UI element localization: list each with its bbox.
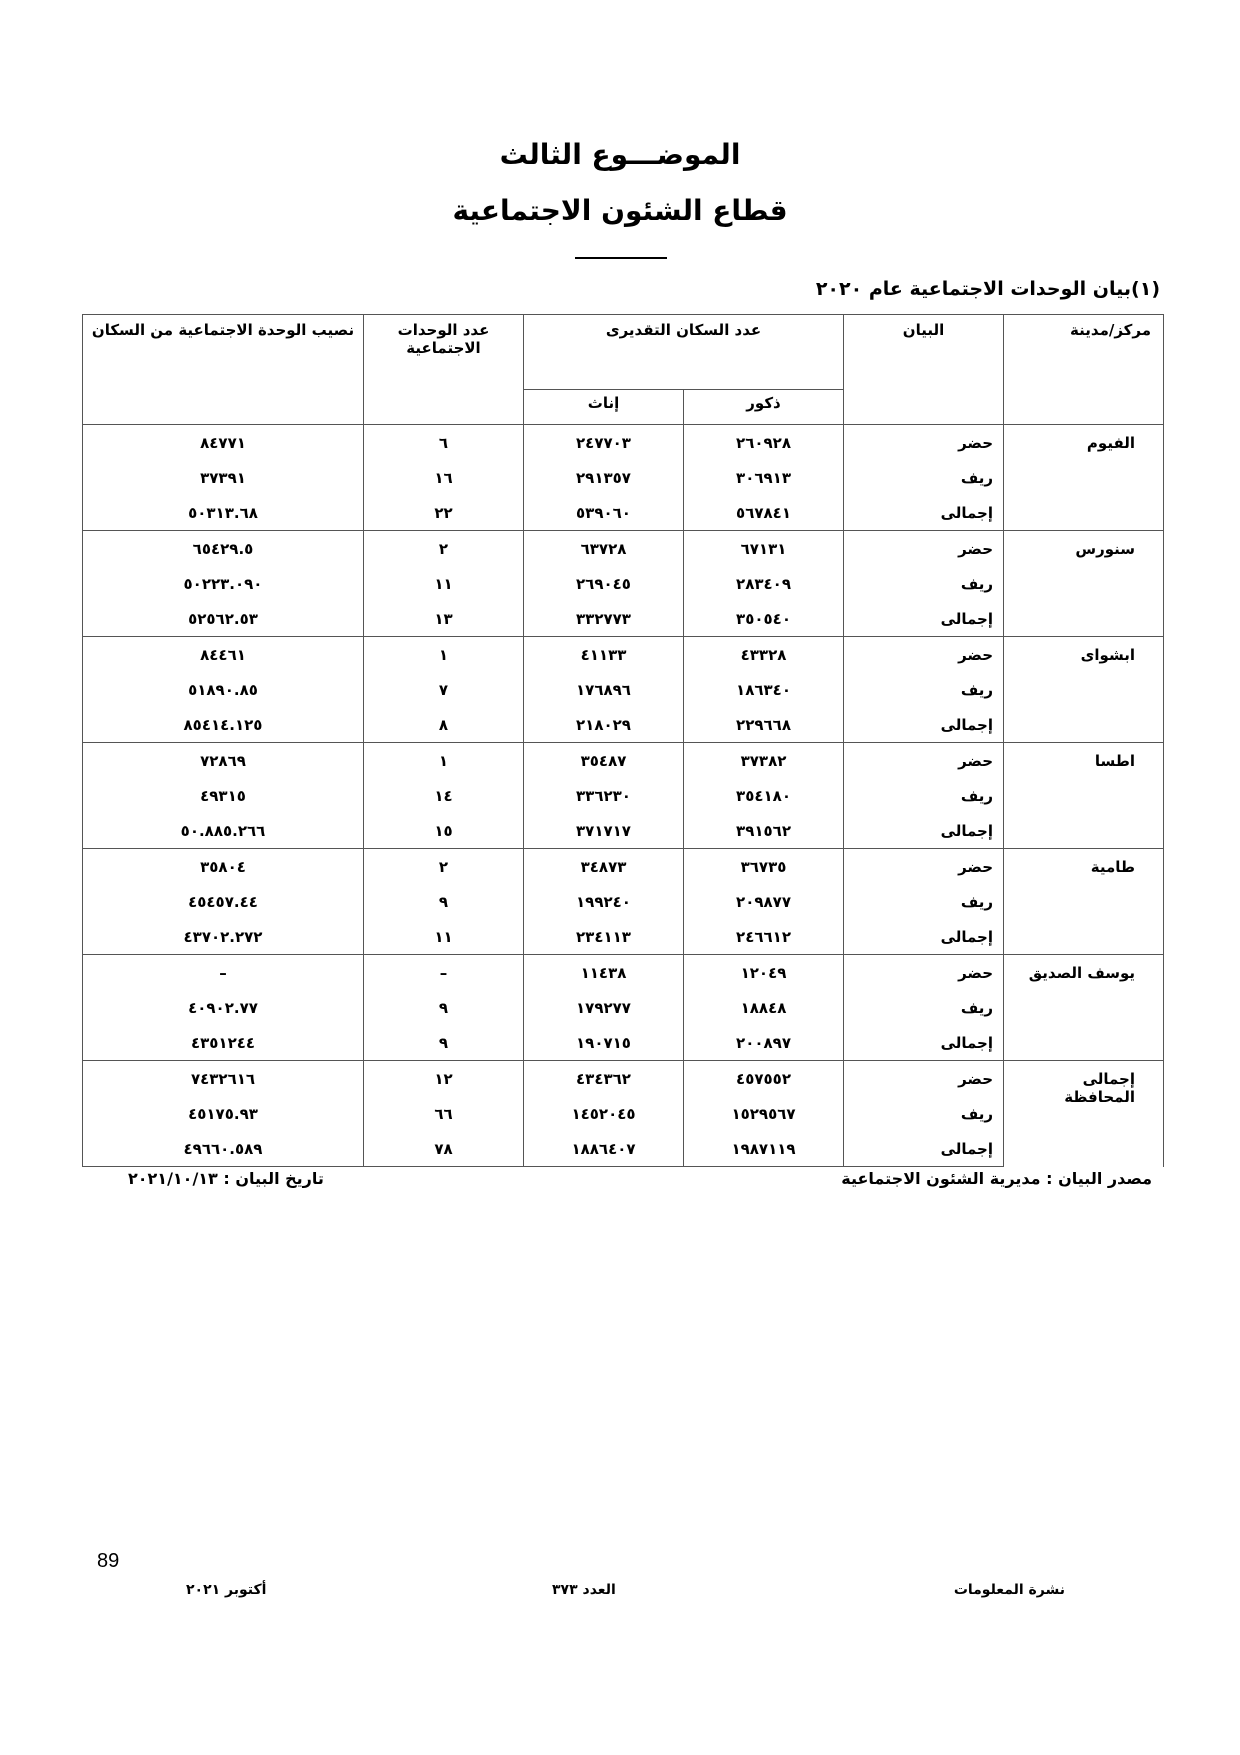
- table-row: [83, 990, 1164, 1025]
- table-row: [83, 637, 1164, 673]
- units-cell: ١٥: [364, 813, 524, 849]
- females-cell: ٣٣٦٢٣٠: [524, 778, 684, 813]
- males-cell: ٣٧٣٨٢: [684, 743, 844, 779]
- females-cell: ١٨٨٦٤٠٧: [524, 1131, 684, 1167]
- females-cell: ١٩٩٢٤٠: [524, 884, 684, 919]
- females-cell: ٢١٨٠٢٩: [524, 707, 684, 743]
- table-row: [83, 1061, 1164, 1097]
- table-row: [83, 425, 1164, 461]
- table-row: [83, 460, 1164, 495]
- table-row: [83, 707, 1164, 743]
- males-cell: ١٩٨٧١١٩: [684, 1131, 844, 1167]
- date-note: تاريخ البيان : ٢٠٢١/١٠/١٣: [128, 1169, 324, 1188]
- page-number: 89: [97, 1550, 120, 1572]
- item-cell: إجمالى: [844, 1025, 1004, 1061]
- header-population: عدد السكان التقديرى: [524, 315, 844, 390]
- share-cell: ٤٩٣١٥: [83, 778, 364, 813]
- table-row: [83, 672, 1164, 707]
- males-cell: ٤٥٧٥٥٢: [684, 1061, 844, 1097]
- region-cell: يوسف الصديق: [1004, 955, 1164, 1061]
- item-cell: ريف: [844, 1096, 1004, 1131]
- males-cell: ٢٢٩٦٦٨: [684, 707, 844, 743]
- females-cell: ٣٣٢٧٧٣: [524, 601, 684, 637]
- table-row: [83, 1025, 1164, 1061]
- table-body: [83, 425, 1164, 1167]
- footer-month: أكتوبر ٢٠٢١: [186, 1582, 267, 1598]
- table-row: [83, 919, 1164, 955]
- item-cell: ريف: [844, 990, 1004, 1025]
- units-cell: –: [364, 955, 524, 991]
- header-units: عدد الوحدات الاجتماعية: [364, 315, 524, 425]
- item-cell: إجمالى: [844, 601, 1004, 637]
- title-divider: [575, 257, 667, 259]
- share-cell: ٣٥٨٠٤: [83, 849, 364, 885]
- units-cell: ١٦: [364, 460, 524, 495]
- males-cell: ٣٩١٥٦٢: [684, 813, 844, 849]
- units-cell: ٦: [364, 425, 524, 461]
- units-cell: ١١: [364, 566, 524, 601]
- units-cell: ١٢: [364, 1061, 524, 1097]
- units-cell: ١: [364, 743, 524, 779]
- females-cell: ٤٣٤٣٦٢: [524, 1061, 684, 1097]
- males-cell: ٣٦٧٣٥: [684, 849, 844, 885]
- table-row: [83, 955, 1164, 991]
- footer-publication: نشرة المعلومات: [953, 1582, 1065, 1598]
- table-row: [83, 566, 1164, 601]
- share-cell: ٨٤٧٧١: [83, 425, 364, 461]
- item-cell: حضر: [844, 955, 1004, 991]
- males-cell: ١٨٨٤٨: [684, 990, 844, 1025]
- item-cell: ريف: [844, 672, 1004, 707]
- females-cell: ٥٣٩٠٦٠: [524, 495, 684, 531]
- females-cell: ٢٩١٣٥٧: [524, 460, 684, 495]
- region-cell: إجمالى المحافظة: [1004, 1061, 1164, 1167]
- share-cell: –: [83, 955, 364, 991]
- table-row: [83, 601, 1164, 637]
- item-cell: إجمالى: [844, 813, 1004, 849]
- units-cell: ٩: [364, 990, 524, 1025]
- units-cell: ٦٦: [364, 1096, 524, 1131]
- header-item: البيان: [844, 315, 1004, 425]
- units-cell: ٩: [364, 1025, 524, 1061]
- header-region: مركز/مدينة: [1004, 315, 1164, 425]
- region-cell: سنورس: [1004, 531, 1164, 637]
- region-cell: ابشواى: [1004, 637, 1164, 743]
- item-cell: حضر: [844, 425, 1004, 461]
- females-cell: ١٧٦٨٩٦: [524, 672, 684, 707]
- source-note: مصدر البيان : مديرية الشئون الاجتماعية: [841, 1169, 1152, 1188]
- region-cell: اطسا: [1004, 743, 1164, 849]
- share-cell: ٥١٨٩٠.٨٥: [83, 672, 364, 707]
- header-share: نصيب الوحدة الاجتماعية من السكان: [83, 315, 364, 425]
- page-subtitle: قطاع الشئون الاجتماعية: [452, 194, 788, 227]
- share-cell: ٤٥١٧٥.٩٣: [83, 1096, 364, 1131]
- table-row: [83, 743, 1164, 779]
- females-cell: ٣٥٤٨٧: [524, 743, 684, 779]
- table-row: [83, 813, 1164, 849]
- share-cell: ٥٠٣١٣.٦٨: [83, 495, 364, 531]
- item-cell: ريف: [844, 778, 1004, 813]
- units-cell: ٩: [364, 884, 524, 919]
- item-cell: حضر: [844, 849, 1004, 885]
- share-cell: ٤٥٤٥٧.٤٤: [83, 884, 364, 919]
- males-cell: ٣٠٦٩١٣: [684, 460, 844, 495]
- males-cell: ٢٦٠٩٢٨: [684, 425, 844, 461]
- units-cell: ٧٨: [364, 1131, 524, 1167]
- females-cell: ٢٣٤١١٣: [524, 919, 684, 955]
- share-cell: ٤٣٧٠٢.٢٧٢: [83, 919, 364, 955]
- units-cell: ١١: [364, 919, 524, 955]
- item-cell: حضر: [844, 637, 1004, 673]
- males-cell: ٣٥٤١٨٠: [684, 778, 844, 813]
- header-males: ذكور: [684, 390, 844, 425]
- females-cell: ٣٤٨٧٣: [524, 849, 684, 885]
- share-cell: ٧٤٣٢٦١٦: [83, 1061, 364, 1097]
- item-cell: ريف: [844, 566, 1004, 601]
- units-cell: ٧: [364, 672, 524, 707]
- males-cell: ٢٤٦٦١٢: [684, 919, 844, 955]
- females-cell: ٢٤٧٧٠٣: [524, 425, 684, 461]
- region-cell: طامية: [1004, 849, 1164, 955]
- item-cell: إجمالى: [844, 1131, 1004, 1167]
- males-cell: ٥٦٧٨٤١: [684, 495, 844, 531]
- males-cell: ٢٨٣٤٠٩: [684, 566, 844, 601]
- item-cell: ريف: [844, 884, 1004, 919]
- share-cell: ٣٧٣٩١: [83, 460, 364, 495]
- units-cell: ٨: [364, 707, 524, 743]
- share-cell: ٧٢٨٦٩: [83, 743, 364, 779]
- females-cell: ٣٧١٧١٧: [524, 813, 684, 849]
- table-row: [83, 531, 1164, 567]
- page-title: الموضـــوع الثالث: [499, 138, 741, 171]
- males-cell: ٣٥٠٥٤٠: [684, 601, 844, 637]
- share-cell: ٥٠٢٢٣.٠٩٠: [83, 566, 364, 601]
- table-row: [83, 884, 1164, 919]
- item-cell: إجمالى: [844, 707, 1004, 743]
- header-females: إناث: [524, 390, 684, 425]
- males-cell: ١٨٦٣٤٠: [684, 672, 844, 707]
- item-cell: حضر: [844, 1061, 1004, 1097]
- females-cell: ١١٤٣٨: [524, 955, 684, 991]
- item-cell: حضر: [844, 531, 1004, 567]
- units-cell: ٢: [364, 849, 524, 885]
- females-cell: ١٩٠٧١٥: [524, 1025, 684, 1061]
- males-cell: ١٢٠٤٩: [684, 955, 844, 991]
- social-units-table: [82, 314, 1164, 1167]
- units-cell: ٢: [364, 531, 524, 567]
- males-cell: ٢٠٠٨٩٧: [684, 1025, 844, 1061]
- share-cell: ٨٤٤٦١: [83, 637, 364, 673]
- table-header: [83, 315, 1164, 425]
- table-caption: (١)بيان الوحدات الاجتماعية عام ٢٠٢٠: [815, 278, 1160, 300]
- share-cell: ٤٠٩٠٢.٧٧: [83, 990, 364, 1025]
- units-cell: ١٤: [364, 778, 524, 813]
- share-cell: ٥٠.٨٨٥.٢٦٦: [83, 813, 364, 849]
- units-cell: ١٣: [364, 601, 524, 637]
- table-row: [83, 849, 1164, 885]
- share-cell: ٤٩٦٦٠.٥٨٩: [83, 1131, 364, 1167]
- males-cell: ٦٧١٣١: [684, 531, 844, 567]
- share-cell: ٤٣٥١٢٤٤: [83, 1025, 364, 1061]
- item-cell: ريف: [844, 460, 1004, 495]
- units-cell: ٢٢: [364, 495, 524, 531]
- table-row: [83, 495, 1164, 531]
- footer-issue: العدد ٣٧٣: [552, 1582, 616, 1598]
- region-cell: الفيوم: [1004, 425, 1164, 531]
- males-cell: ٢٠٩٨٧٧: [684, 884, 844, 919]
- females-cell: ٢٦٩٠٤٥: [524, 566, 684, 601]
- table-row: [83, 1096, 1164, 1131]
- males-cell: ١٥٢٩٥٦٧: [684, 1096, 844, 1131]
- item-cell: حضر: [844, 743, 1004, 779]
- females-cell: ٤١١٣٣: [524, 637, 684, 673]
- item-cell: إجمالى: [844, 919, 1004, 955]
- females-cell: ١٧٩٢٧٧: [524, 990, 684, 1025]
- share-cell: ٨٥٤١٤.١٢٥: [83, 707, 364, 743]
- units-cell: ١: [364, 637, 524, 673]
- item-cell: إجمالى: [844, 495, 1004, 531]
- table-row: [83, 778, 1164, 813]
- females-cell: ٦٣٧٢٨: [524, 531, 684, 567]
- share-cell: ٦٥٤٢٩.٥: [83, 531, 364, 567]
- table-row: [83, 1131, 1164, 1167]
- share-cell: ٥٢٥٦٢.٥٣: [83, 601, 364, 637]
- females-cell: ١٤٥٢٠٤٥: [524, 1096, 684, 1131]
- males-cell: ٤٣٣٢٨: [684, 637, 844, 673]
